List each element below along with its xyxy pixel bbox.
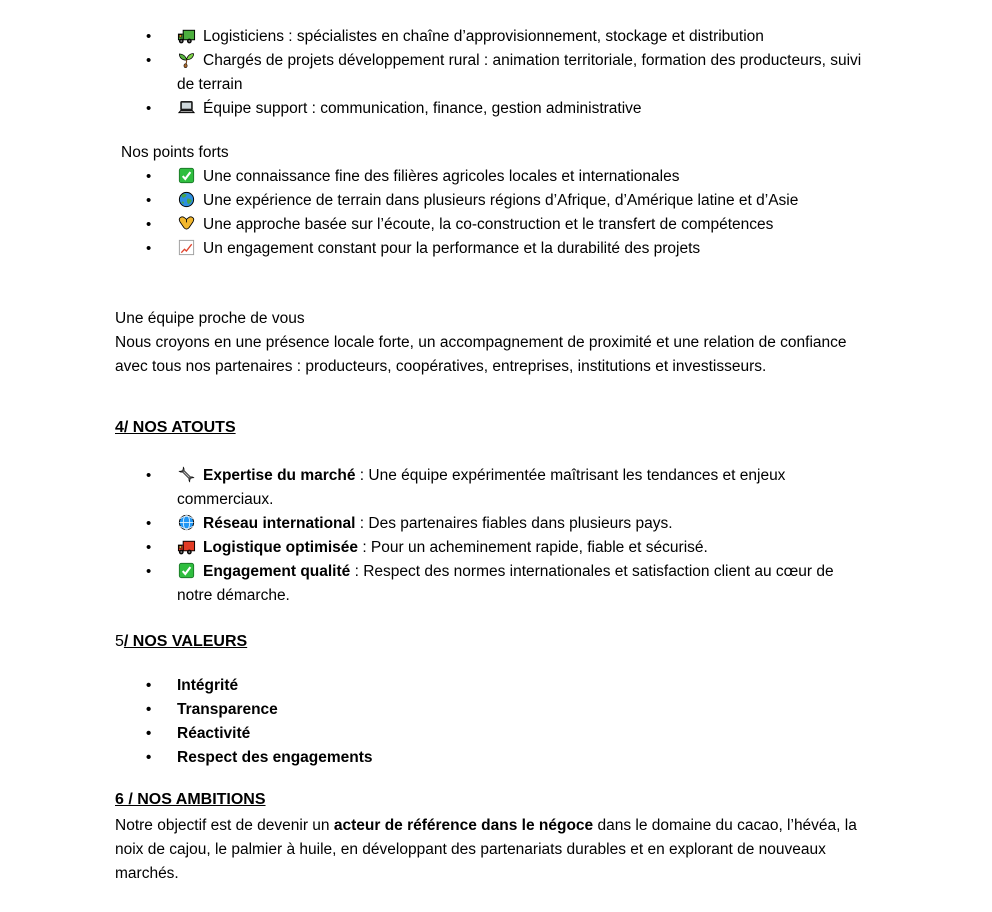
equipe-paragraph xyxy=(115,307,866,379)
list-item xyxy=(115,213,866,237)
atout-text: : Une équipe expérimentée maîtrisant les tendances et enjeux commerciaux. xyxy=(177,467,786,508)
list-item xyxy=(115,97,866,121)
earth-globe-icon xyxy=(177,190,196,209)
list-item xyxy=(115,464,866,512)
list-item xyxy=(115,189,866,213)
document-content xyxy=(115,0,866,886)
atouts-list xyxy=(115,464,866,608)
atout-text: : Pour un acheminement rapide, fiable et sécurisé. xyxy=(358,539,708,556)
list-item xyxy=(115,722,866,746)
equipe-body: Nous croyons en une présence locale forte, un accompagnement de proximité et une relation de confiance avec tous nos partenaires : producteurs, coopératives, entreprises, institutions et investisseurs. xyxy=(115,334,847,375)
list-item-text: Équipe support : communication, finance, gestion administrative xyxy=(203,100,642,117)
atout-label: Expertise du marché xyxy=(203,467,356,484)
heading-number: 5 xyxy=(115,633,124,650)
list-item xyxy=(115,237,866,261)
laptop-icon xyxy=(177,98,196,117)
atout-label: Logistique optimisée xyxy=(203,539,359,556)
list-item-text: Une connaissance fine des filières agricoles locales et internationales xyxy=(203,168,680,185)
list-item xyxy=(115,512,866,536)
valeurs-list xyxy=(115,674,866,770)
list-item-text: Logisticiens : spécialistes en chaîne d’approvisionnement, stockage et distribution xyxy=(203,28,764,45)
atout-text: : Respect des normes internationales et satisfaction client au cœur de notre démarche. xyxy=(177,563,834,604)
valeur-text: Transparence xyxy=(177,701,278,718)
heading-text: / NOS VALEURS xyxy=(123,633,248,650)
list-item-text: Chargés de projets développement rural : animation territoriale, formation des producteurs, suivi de terrain xyxy=(177,52,862,93)
list-item-text: Une approche basée sur l’écoute, la co-construction et le transfert de compétences xyxy=(203,216,774,233)
handshake-icon xyxy=(177,214,196,233)
ambitions-text-after: dans le domaine du cacao, l’hévéa, la noix de cajou, le palmier à huile, en développant des partenariats durables et en explorant de nouveaux marchés. xyxy=(115,817,857,882)
red-delivery-truck-icon xyxy=(177,537,196,556)
list-item xyxy=(115,674,866,698)
section-heading-valeurs xyxy=(115,630,866,654)
atout-text: : Des partenaires fiables dans plusieurs pays. xyxy=(355,515,673,532)
section-heading-atouts: 4/ NOS ATOUTS xyxy=(115,419,236,436)
list-item xyxy=(115,25,866,49)
list-item xyxy=(115,560,866,608)
list-item-text: Un engagement constant pour la performance et la durabilité des projets xyxy=(203,240,701,257)
section-heading-ambitions: 6 / NOS AMBITIONS xyxy=(115,791,266,808)
chart-increasing-icon xyxy=(177,238,196,257)
green-delivery-truck-icon xyxy=(177,26,196,45)
ambitions-text-before: Notre objectif est de devenir un xyxy=(115,817,334,834)
wrench-icon xyxy=(177,465,196,484)
list-item xyxy=(115,536,866,560)
valeur-text: Respect des engagements xyxy=(177,749,373,766)
list-item xyxy=(115,698,866,722)
equipe-title: Une équipe proche de vous xyxy=(115,310,305,327)
atout-label: Réseau international xyxy=(203,515,356,532)
list-item xyxy=(115,746,866,770)
atout-label: Engagement qualité xyxy=(203,563,351,580)
green-check-icon xyxy=(177,561,196,580)
points-forts-title: Nos points forts xyxy=(121,144,229,161)
points-forts-list xyxy=(115,165,866,261)
list-item xyxy=(115,165,866,189)
ambitions-paragraph xyxy=(115,814,866,886)
list-item-text: Une expérience de terrain dans plusieurs régions d’Afrique, d’Amérique latine et d’Asie xyxy=(203,192,799,209)
list-item xyxy=(115,49,866,97)
globe-meridians-icon xyxy=(177,513,196,532)
valeur-text: Réactivité xyxy=(177,725,251,742)
team-roles-list xyxy=(115,25,866,121)
ambitions-text-bold: acteur de référence dans le négoce xyxy=(333,817,594,834)
valeur-text: Intégrité xyxy=(177,677,239,694)
seedling-icon xyxy=(177,50,196,69)
green-check-icon xyxy=(177,166,196,185)
